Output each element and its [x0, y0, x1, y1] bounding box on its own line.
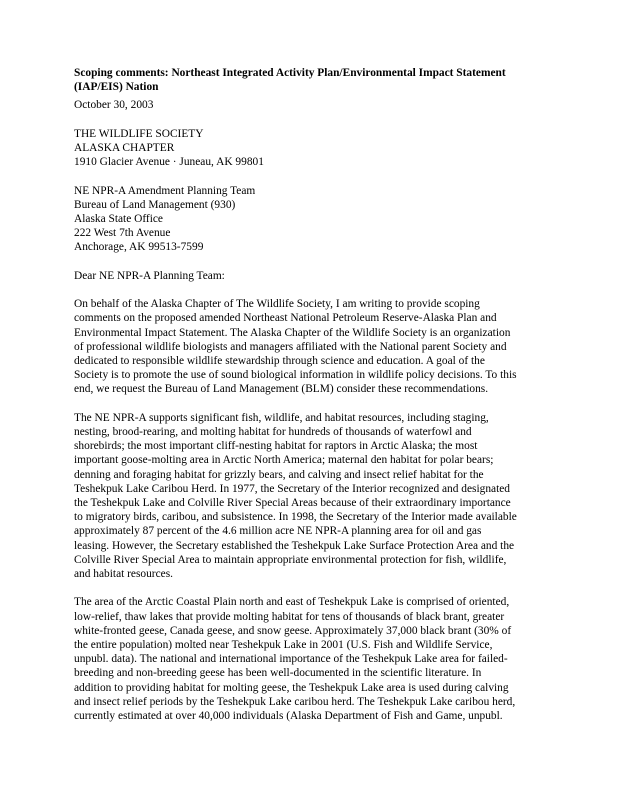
paragraph-line: breeding and non-breeding geese has been well-documented in the scientific literature. In	[74, 667, 482, 680]
paragraph-coastal-plain	[74, 595, 552, 723]
recipient-line: Alaska State Office	[74, 213, 163, 225]
recipient-line: NE NPR-A Amendment Planning Team	[74, 184, 256, 197]
paragraph-line: nesting, brood-rearing, and molting habitat for hundreds of thousands of waterfowl and	[74, 426, 472, 438]
sender-line: ALASKA CHAPTER	[74, 142, 175, 154]
paragraph-line: the entire population) molted near Teshekpuk Lake in 2001 (U.S. Fish and Wildlife Service,	[74, 639, 493, 652]
title-line: Scoping comments: Northeast Integrated Activity Plan/Environmental Impact Statement	[74, 67, 506, 79]
paragraph-line: white-fronted geese, Canada geese, and snow geese. Approximately 37,000 black brant (30% of	[74, 624, 512, 637]
sender-line: 1910 Glacier Avenue · Juneau, AK 99801	[74, 156, 264, 169]
sender-line: THE WILDLIFE SOCIETY	[74, 127, 204, 140]
paragraph-line: end, we request the Bureau of Land Management (BLM) consider these recommendations.	[74, 383, 489, 396]
recipient-line: Bureau of Land Management (930)	[74, 198, 236, 211]
paragraph-line: comments on the proposed amended Northeast National Petroleum Reserve-Alaska Plan and	[74, 312, 497, 325]
document-title	[74, 66, 552, 94]
salutation: Dear NE NPR-A Planning Team:	[74, 269, 225, 282]
paragraph-line: and insect relief periods by the Teshekpuk Lake caribou herd. The Teshekpuk Lake caribou herd,	[74, 695, 516, 708]
paragraph-line: currently estimated at over 40,000 individuals (Alaska Department of Fish and Game, unpubl.	[74, 710, 503, 723]
recipient-line: Anchorage, AK 99513-7599	[74, 241, 204, 254]
paragraph-line: shorebirds; the most important cliff-nesting habitat for raptors in Arctic Alaska; the most	[74, 440, 478, 453]
paragraph-line: leasing. However, the Secretary established the Teshekpuk Lake Surface Protection Area and the	[74, 539, 515, 552]
paragraph-line: Colville River Special Area to maintain appropriate environmental protection for fish, wildlife,	[74, 553, 507, 566]
paragraph-line: unpubl. data). The national and international importance of the Teshekpuk Lake area for failed-	[74, 653, 508, 666]
paragraph-line: of professional wildlife biologists and managers affiliated with the National parent Society and	[74, 340, 507, 353]
paragraph-line: Society is to promote the use of sound biological information in wildlife policy decisions. To this	[74, 369, 517, 382]
paragraph-line: The area of the Arctic Coastal Plain north and east of Teshekpuk Lake is comprised of oriented,	[74, 596, 510, 609]
letter-page	[74, 66, 552, 723]
paragraph-resources	[74, 411, 552, 581]
paragraph-line: denning and foraging habitat for grizzly bears, and calving and insect relief habitat for the	[74, 468, 484, 481]
sender-address	[74, 127, 552, 170]
paragraph-line: to migratory birds, caribou, and subsistence. In 1998, the Secretary of the Interior made available	[74, 511, 517, 524]
title-line: (IAP/EIS) Nation	[74, 81, 159, 94]
paragraph-line: low-relief, thaw lakes that provide molting habitat for tens of thousands of black brant, greater	[74, 610, 505, 623]
letter-date: October 30, 2003	[74, 99, 154, 112]
paragraph-line: On behalf of the Alaska Chapter of The Wildlife Society, I am writing to provide scoping	[74, 298, 480, 311]
paragraph-line: approximately 87 percent of the 4.6 million acre NE NPR-A planning area for oil and gas	[74, 525, 482, 538]
paragraph-line: and habitat resources.	[74, 568, 173, 581]
paragraph-line: The NE NPR-A supports significant fish, wildlife, and habitat resources, including staging,	[74, 411, 489, 424]
paragraph-line: Teshekpuk Lake Caribou Herd. In 1977, the Secretary of the Interior recognized and designated	[74, 482, 510, 495]
recipient-line: 222 West 7th Avenue	[74, 227, 171, 240]
recipient-address	[74, 184, 552, 255]
paragraph-line: Environmental Impact Statement. The Alaska Chapter of the Wildlife Society is an organization	[74, 326, 511, 339]
paragraph-line: important goose-molting area in Arctic North America; maternal den habitat for polar bears;	[74, 454, 494, 467]
paragraph-line: the Teshekpuk Lake and Colville River Special Areas because of their extraordinary importance	[74, 497, 511, 510]
paragraph-line: addition to providing habitat for molting geese, the Teshekpuk Lake area is used during calving	[74, 681, 509, 694]
paragraph-line: dedicated to responsible wildlife stewardship through science and education. A goal of the	[74, 355, 485, 367]
paragraph-intro	[74, 297, 552, 396]
